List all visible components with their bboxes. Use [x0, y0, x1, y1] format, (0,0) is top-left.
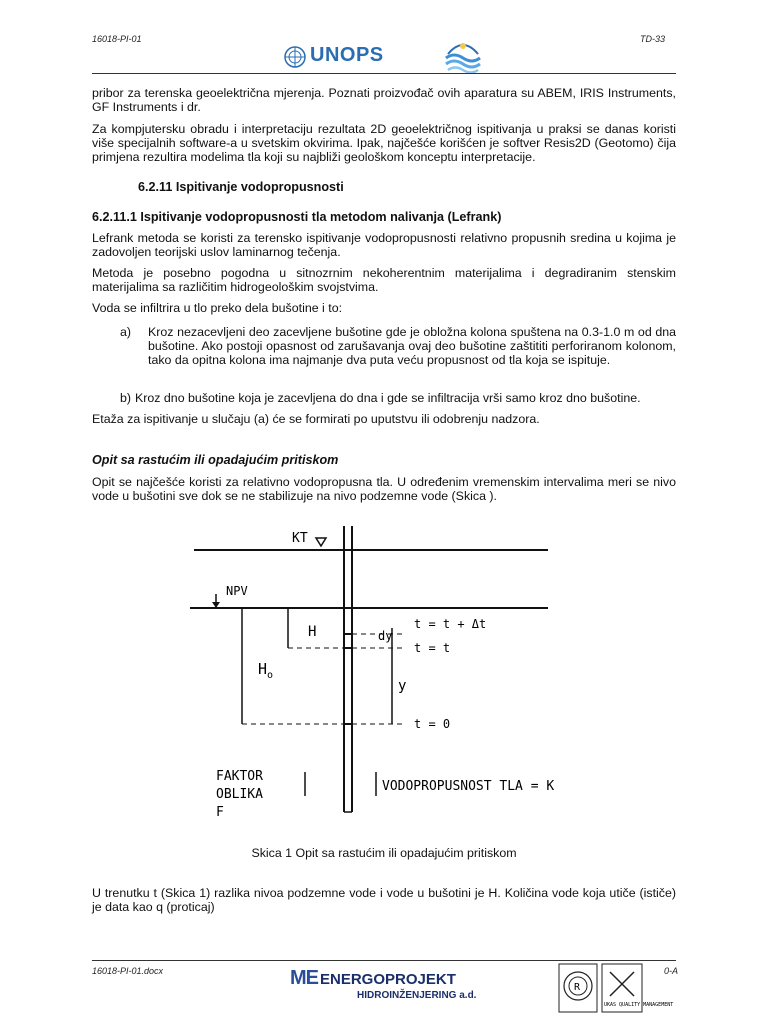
label-h: H: [308, 624, 317, 640]
paragraph-lefrank: Lefrank metoda se koristi za terensko ispitivanje vodopropusnosti relativno propusnih sredina u kojima je zadovoljen teorijski uslov laminarnog tečenja.: [92, 231, 676, 259]
label-y: y: [398, 678, 407, 694]
unops-logo-text: UNOPS: [310, 44, 384, 66]
label-h0-sub: o: [267, 670, 274, 681]
paragraph-infiltration: Voda se infiltrira u tlo preko dela bušotine i to:: [92, 301, 343, 315]
water-logo: [440, 34, 486, 76]
figure-caption: Skica 1 Opit sa rastućim ili opadajućim pritiskom: [251, 846, 517, 860]
label-npv: NPV: [226, 584, 248, 598]
label-faktor: FAKTOR: [216, 769, 263, 784]
footer-rule: [92, 960, 676, 961]
label-h0: [258, 660, 273, 681]
paragraph-trenutak: U trenutku t (Skica 1) razlika nivoa podzemne vode i vode u bušotini je H. Količina vode koja utiče (ističe) je data kao q (proticaj): [92, 886, 676, 914]
list-item-a-text: Kroz nezacevljeni deo zacevljene bušotine gde je obložna kolona spuštena na 0.3-1.0 m od dna bušotine. Ako postoji opasnost od zarušavanja ovaj deo bušotine zaštititi perforiranom kolonom, tako da opitna kolona ima najmanje dva puta veću propusnost od tla koja se ispituje.: [148, 325, 676, 367]
footer-file: 16018-PI-01.docx: [92, 966, 164, 976]
paragraph-software: Za kompjutersku obradu i interpretaciju rezultata 2D geoelektričnog ispitivanja u praksi se danas koristi više specijalnih software-a u svetskim okvirima. Ipak, najčešće korišćen je softver Resis2D (Geotomo) čija primjena rezultira modelima tla koji su najbliži geološkom konceptu interpretacije.: [92, 122, 676, 164]
section-heading-6-2-11: 6.2.11 Ispitivanje vodopropusnosti: [138, 180, 344, 194]
label-vodopropusnost: VODOPROPUSNOST TLA = K: [382, 779, 555, 794]
label-oblika: OBLIKA: [216, 787, 263, 802]
svg-text:UKAS QUALITY MANAGEMENT: UKAS QUALITY MANAGEMENT: [604, 1002, 674, 1008]
header-doc-id: 16018-PI-01: [92, 34, 142, 44]
list-item-b: [120, 391, 676, 407]
subheading-opit: Opit sa rastućim ili opadajućim pritiskom: [92, 453, 339, 467]
water-wave-icon: [440, 34, 486, 76]
label-f: F: [216, 805, 224, 820]
energoprojekt-mark: ME: [290, 967, 318, 989]
svg-text:R: R: [574, 982, 581, 993]
list-item-a: [120, 325, 676, 383]
label-t0: t = 0: [414, 717, 451, 731]
unops-logo: [283, 44, 403, 70]
label-kt: KT: [292, 531, 308, 546]
paragraph-etaza: Etaža za ispitivanje u slučaju (a) će se formirati po uputstvu ili odobrenju nadzora.: [92, 412, 540, 426]
footer-rev: 0-A: [664, 966, 679, 976]
energoprojekt-logo: [290, 968, 490, 1004]
paragraph-equipment: pribor za terenska geoelektrična mjerenja. Poznati proizvođač ovih aparatura su ABEM, IRIS Instruments, GF Instruments i dr.: [92, 86, 676, 114]
section-heading-6-2-11-1: 6.2.11.1 Ispitivanje vodopropusnosti tla metodom nalivanja (Lefrank): [92, 210, 502, 224]
header-page-code: TD-33: [640, 34, 666, 44]
list-item-a-label: a): [120, 325, 132, 339]
paragraph-method: Metoda je posebno pogodna u sitnozrnim nekoherentnim materijalima i degradiranim stenskim materijalima sa različitim hidrogeološkim svojstvima.: [92, 266, 676, 294]
list-item-b-label: b): [120, 391, 132, 405]
paragraph-opit: Opit se najčešće koristi za relativno vodopropusna tla. U određenim vremenskim intervalima meri se nivo vode u bušotini sve dok se ne stabilizuje na nivo podzemne vode (Skica ).: [92, 475, 676, 503]
header-rule: [92, 73, 676, 74]
label-t-dt: t = t + Δt: [414, 617, 487, 631]
borehole-sketch: [170, 524, 570, 840]
list-item-b-text: Kroz dno bušotine koja je zacevljena do dna i gde se infiltracija vrši samo kroz dno bušotine.: [135, 391, 641, 405]
label-dy: dy: [378, 629, 393, 643]
energoprojekt-name: ENERGOPROJEKT: [320, 971, 456, 988]
label-h0-main: H: [258, 660, 268, 678]
kt-marker-icon: [316, 538, 326, 546]
un-emblem-icon: [283, 45, 307, 69]
energoprojekt-division: HIDROINŽENJERING a.d.: [357, 990, 477, 1001]
label-t: t = t: [414, 641, 451, 655]
